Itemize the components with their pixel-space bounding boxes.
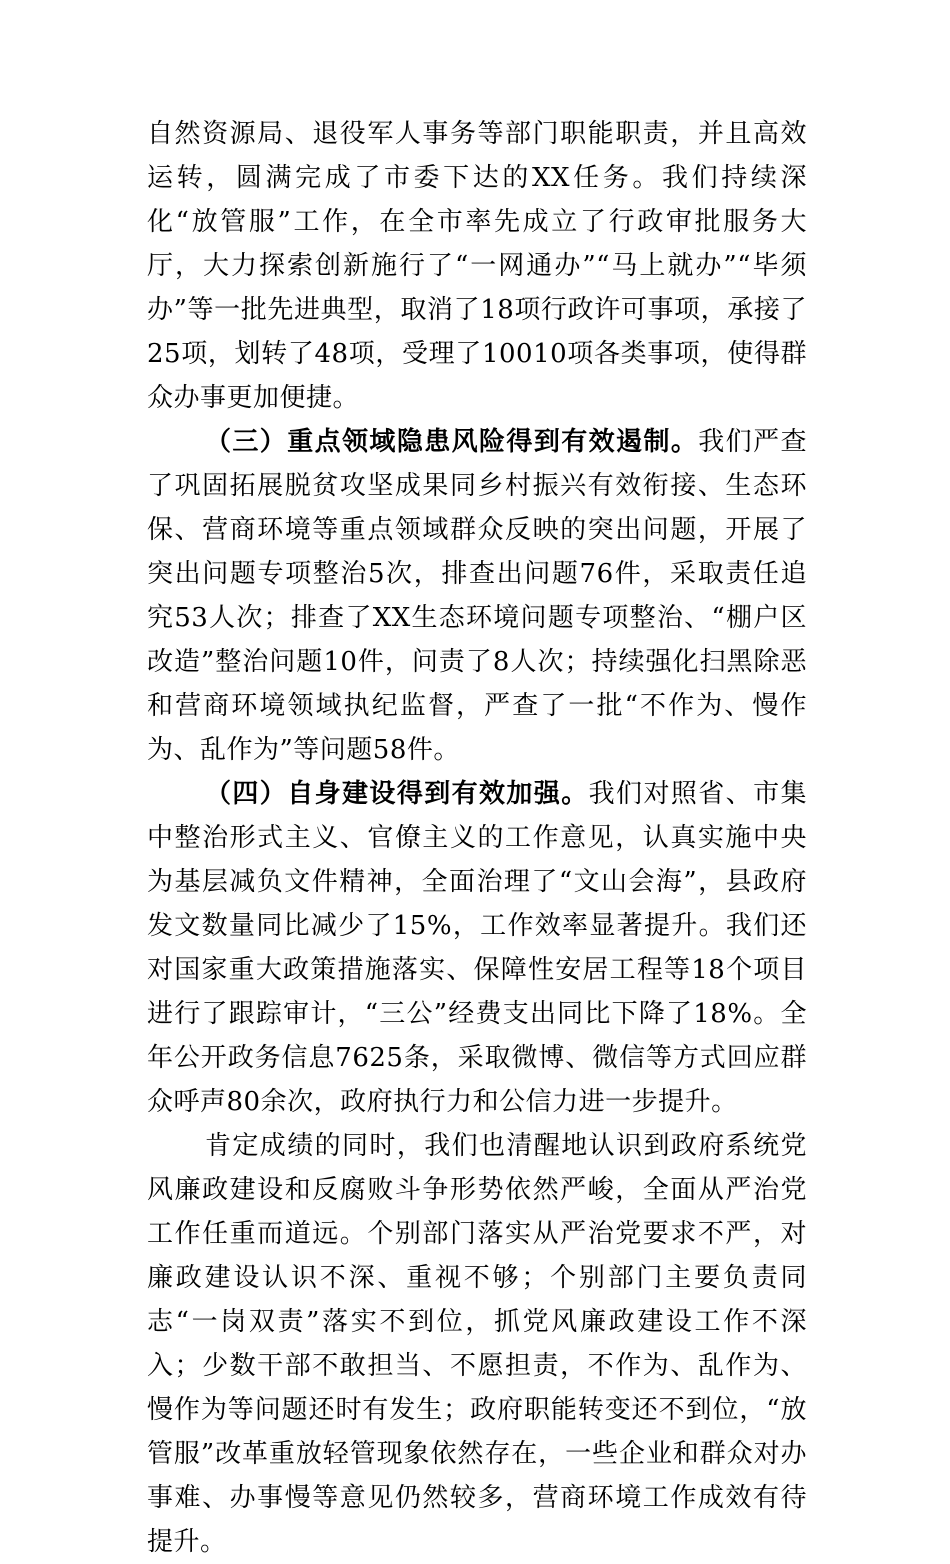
paragraph-continuation [147, 112, 807, 420]
paragraph-section-three [147, 420, 807, 772]
section-heading-four: （四）自身建设得到有效加强。 [205, 779, 589, 809]
section-heading-three: （三）重点领域隐患风险得到有效遏制。 [205, 427, 699, 457]
paragraph-text: 自然资源局、退役军人事务等部门职能职责，并且高效运转，圆满完成了市委下达的XX任务。我们持续深化“放管服”工作，在全市率先成立了行政审批服务大厅，大力探索创新施行了“一网通办”“马上就办”“毕须办”等一批先进典型，取消了18项行政许可事项，承接了25项，划转了48项，受理了10010项各类事项，使得群众办事更加便捷。 [147, 119, 807, 413]
paragraph-section-four [147, 772, 807, 1124]
paragraph-text: 我们对照省、市集中整治形式主义、官僚主义的工作意见，认真实施中央为基层减负文件精神，全面治理了“文山会海”，县政府发文数量同比减少了15%，工作效率显著提升。我们还对国家重大政策措施落实、保障性安居工程等18个项目进行了跟踪审计，“三公”经费支出同比下降了18%。全年公开政务信息7625条，采取微博、微信等方式回应群众呼声80余次，政府执行力和公信力进一步提升。 [147, 779, 807, 1117]
document-body [147, 112, 807, 1564]
paragraph-shortcomings [147, 1124, 807, 1564]
paragraph-text: 肯定成绩的同时，我们也清醒地认识到政府系统党风廉政建设和反腐败斗争形势依然严峻，全面从严治党工作任重而道远。个别部门落实从严治党要求不严，对廉政建设认识不深、重视不够；个别部门主要负责同志“一岗双责”落实不到位，抓党风廉政建设工作不深入；少数干部不敢担当、不愿担责，不作为、乱作为、慢作为等问题还时有发生；政府职能转变还不到位，“放管服”改革重放轻管现象依然存在，一些企业和群众对办事难、办事慢等意见仍然较多，营商环境工作成效有待提升。 [147, 1131, 807, 1557]
paragraph-text: 我们严查了巩固拓展脱贫攻坚成果同乡村振兴有效衔接、生态环保、营商环境等重点领域群众反映的突出问题，开展了突出问题专项整治5次，排查出问题76件，采取责任追究53人次；排查了XX生态环境问题专项整治、“棚户区改造”整治问题10件，问责了8人次；持续强化扫黑除恶和营商环境领域执纪监督，严查了一批“不作为、慢作为、乱作为”等问题58件。 [147, 427, 807, 765]
